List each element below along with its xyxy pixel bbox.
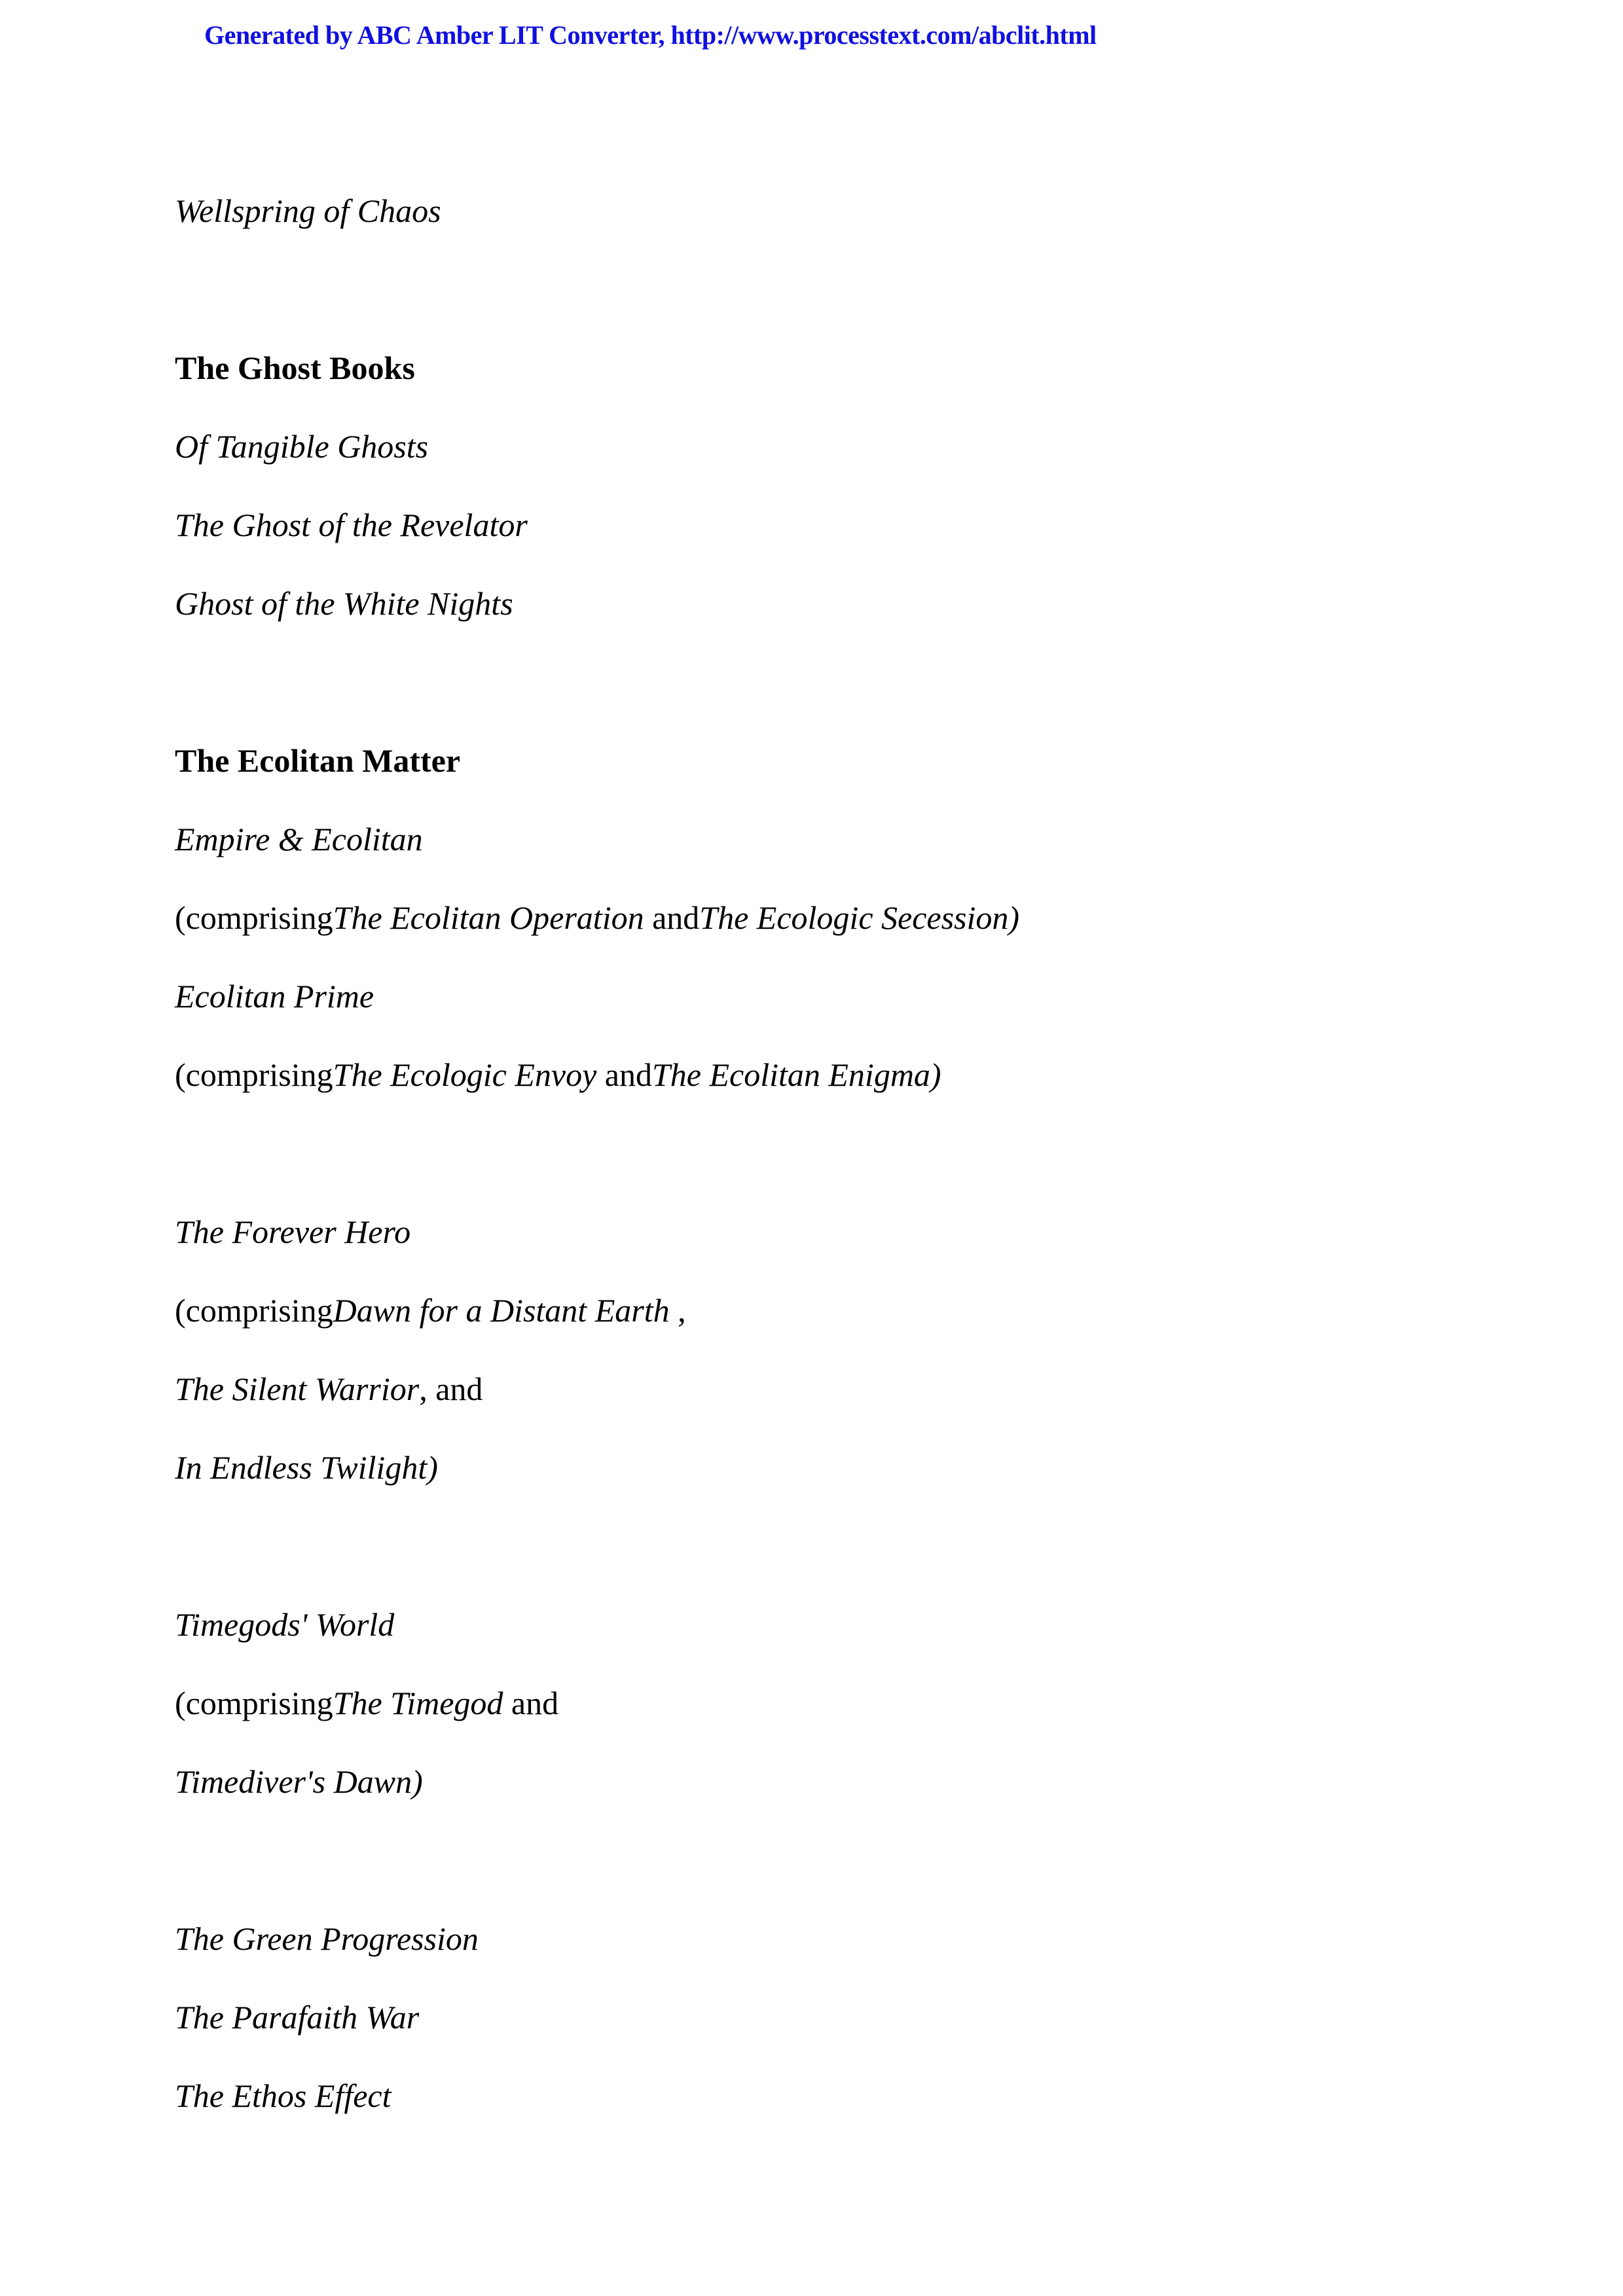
book-title-ghost-white-nights: Ghost of the White Nights (175, 585, 513, 622)
book-title-empire-ecolitan: Empire & Ecolitan (175, 821, 423, 857)
book-title-parafaith-war: The Parafaith War (175, 1999, 420, 2036)
book-title-ecologic-envoy: The Ecologic Envoy (333, 1056, 597, 1093)
conjunction-and: and (503, 1685, 559, 1721)
book-title-endless-twilight: In Endless Twilight) (175, 1449, 438, 1486)
book-title-green-progression: The Green Progression (175, 1920, 479, 1957)
section-heading-ghost-books: The Ghost Books (175, 350, 415, 386)
conjunction-and: and (644, 899, 700, 936)
comprising-prefix: (comprising (175, 1292, 333, 1329)
conjunction-and: and (596, 1056, 652, 1093)
book-title-ecolitan-prime: Ecolitan Prime (175, 978, 374, 1014)
book-title-ethos-effect: The Ethos Effect (175, 2077, 392, 2114)
section-heading-ecolitan-matter: The Ecolitan Matter (175, 742, 461, 779)
comprising-line-empire (175, 898, 1019, 937)
book-title-ghost-revelator: The Ghost of the Revelator (175, 507, 528, 543)
comprising-line-timegods (175, 1683, 558, 1723)
book-title-timegod: The Timegod (333, 1685, 503, 1721)
book-title-forever-hero: The Forever Hero (175, 1213, 411, 1250)
book-title-wellspring: Wellspring of Chaos (175, 192, 441, 229)
book-title-silent-warrior: The Silent Warrior (175, 1371, 420, 1407)
book-title-ecolitan-enigma: The Ecolitan Enigma) (651, 1056, 941, 1093)
comma: , (669, 1292, 686, 1329)
book-title-dawn-distant-earth: Dawn for a Distant Earth (333, 1292, 670, 1329)
comprising-prefix: (comprising (175, 899, 333, 936)
book-title-timegods-world: Timegods' World (175, 1606, 395, 1643)
comprising-line-forever (175, 1291, 686, 1330)
comprising-line-prime (175, 1055, 941, 1094)
book-title-timedivers-dawn: Timediver's Dawn) (175, 1763, 423, 1800)
book-title-tangible-ghosts: Of Tangible Ghosts (175, 428, 429, 465)
comprising-prefix: (comprising (175, 1685, 333, 1721)
converter-banner: Generated by ABC Amber LIT Converter, http://www.processtext.com/abclit.html (204, 20, 1097, 50)
comprising-prefix: (comprising (175, 1056, 333, 1093)
book-title-ecolitan-operation: The Ecolitan Operation (333, 899, 644, 936)
book-title-ecologic-secession: The Ecologic Secession) (699, 899, 1020, 936)
conjunction-and: , and (419, 1371, 483, 1407)
comprising-line-forever-2 (175, 1369, 483, 1408)
